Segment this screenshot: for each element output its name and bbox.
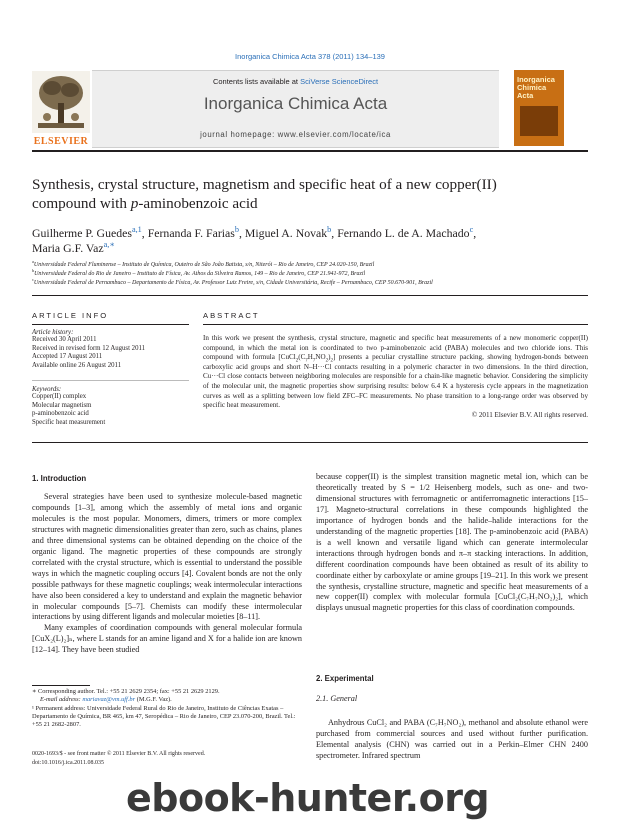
keyword-item: Copper(II) complex bbox=[32, 393, 87, 400]
article-info-rule bbox=[32, 324, 189, 325]
keyword-item: Specific heat measurement bbox=[32, 418, 106, 426]
journal-cover-thumbnail: Inorganica Chimica Acta bbox=[514, 70, 564, 146]
left-column-text: Several strategies have been used to synthesize molecule-based magnetic compounds [1–3], among which the assembly of metal ions and organic molecules is the most popular. Monomers, dimers, trimers or more complex structures with magnetic dimensionalities greater than zero, such as chains, planes and three dimensional systems can be obtained depending on the choice of the organic ligand. The magnetic properties of these compounds are strongly correlated with the crystal structure, which is essential to understand the possible ways in which the magnetic coupling occurs [4]. Covalent bonds are not the only possible pathways for these magnetic couplings; weak intermolecular interactions have also been considered a key to understand and explain the magnetic behavior in molecular compounds [5–7]. Chemists can modify these intermolecular interactions by using different ligands and molecular moieties [8–11]. Many examples of coordination compounds with general molecular formula [CuX₂(L)₂]ₙ, where L stands for an amine ligand and X for a halide ion are known [12–14]. They have been studied bbox=[32, 492, 302, 655]
experimental-text: Anhydrous CuCl₂ and PABA (C₇H₇NO₂), methanol and absolute ethanol were purchased from commercial sources and used without further purification. Elemental analysis (CHN) was carried out in a Perkin–Elmer CHN 2400 spectrometer. Infrared spectrum bbox=[316, 718, 588, 760]
intro-heading: 1. Introduction bbox=[32, 474, 87, 483]
corresponding-author-note: ∗ Corresponding author. Tel.: +55 21 2629 2354; fax: +55 21 2629 2129. E-mail address: mariavaz@vm.uff.br (M.G.F. Vaz). ¹ Permanent address: Universidade Federal Rural do Rio de Janeiro, Instituto de Ciências Exatas – Departamento de Química, BR 465, km 47, Seropédica – Rio de Janeiro, CEP 23.070-200, Brazil. Tel.: +55 21 2682-2807. bbox=[32, 688, 302, 729]
journal-reference[interactable]: Inorganica Chimica Acta 378 (2011) 134–139 bbox=[235, 52, 385, 61]
experimental-heading: 2. Experimental bbox=[316, 674, 374, 683]
affiliation-divider bbox=[32, 295, 588, 296]
sciencedirect-link[interactable]: SciVerse ScienceDirect bbox=[300, 77, 379, 86]
watermark-text: ebook-hunter.org bbox=[126, 776, 490, 820]
article-info-heading: ARTICLE INFO bbox=[32, 311, 109, 320]
cover-image bbox=[520, 106, 558, 136]
footnote-rule bbox=[32, 685, 90, 686]
header-divider bbox=[32, 150, 588, 152]
front-matter-line: 0020-1693/$ - see front matter © 2011 Elsevier B.V. All rights reserved. bbox=[32, 751, 206, 757]
homepage-link[interactable]: www.elsevier.com/locate/ica bbox=[277, 130, 391, 139]
abstract-rule bbox=[203, 324, 588, 325]
affiliation-b: $^b$Universidade Federal do Rio de Janeiro – Instituto de Física, Av. Athos da Silveira Ramos, 149 – Rio de Janeiro, CEP 21.941-972, Brazil bbox=[32, 268, 366, 277]
journal-name: Inorganica Chimica Acta bbox=[203, 94, 388, 113]
article-history: Article history: Received 30 April 2011 Received in revised form 12 August 2011 Accepted 17 August 2011 Available online 26 August 2011 bbox=[32, 329, 146, 369]
body-divider bbox=[32, 442, 588, 443]
permanent-address-note: ¹ Permanent address: Universidade Federal Rural do Rio de Janeiro, Instituto de Ciências Exatas – Departamento de Química, BR 465, km 47, Seropédica – Rio de Janeiro, CEP 23.070-200, Brazil. Tel.: +55 21 2682-2807. bbox=[32, 704, 296, 729]
abstract-heading: ABSTRACT bbox=[203, 311, 260, 320]
keywords: Keywords: Copper(II) complex Molecular magnetism p-aminobenzoic acid Specific heat measurement bbox=[32, 386, 192, 427]
affiliation-c: $^c$Universidade Federal de Pernambuco – Departamento de Física, Av. Professor Luiz Freire, s/n, Cidade Universitária, Recife – Pernambuco, CEP 50.670-901, Brazil bbox=[32, 277, 433, 286]
contents-line: Contents lists available at SciVerse ScienceDirect bbox=[212, 77, 379, 86]
journal-homepage: journal homepage: www.elsevier.com/locate/ica bbox=[200, 130, 391, 139]
keyword-item: p-aminobenzoic acid bbox=[32, 410, 89, 418]
abstract-text: In this work we present the synthesis, crystal structure, magnetic and specific heat measurements of a new monomeric copper(II) compound, in which the metal ion is coordinated to two p-aminobenzoic acid (PABA) molecules and two chloride ions. This compound with formula $[CuCl_2(C_7H_7NO_2)_2]$ presents a peculiar crystalline structure packing, showing hydrogen-bonds between carboxylic acid groups and short N–H···Cl contacts resulting in a polymeric character in two dimensions. In the third direction, Cu···Cl close contacts between neighboring molecules are responsible for a chain-like magnetic behavior. Considering the simplicity of the molecular unit, the magnetic properties show surprising results: below 6.4 K a hysteresis cycle appears in the magnetization curves as well as a splitting between low field ZFC–FC measurements. No phase transition to a long-range order was observed by specific heat measurement. © 2011 Elsevier B.V. All rights reserved. bbox=[203, 334, 588, 419]
keyword-item: Molecular magnetism bbox=[32, 401, 92, 409]
article-title: Synthesis, crystal structure, magnetism and specific heat of a new copper(II) compound with p-aminobenzoic acid bbox=[32, 176, 497, 212]
email-link[interactable]: mariavaz@vm.uff.br bbox=[82, 696, 136, 704]
general-heading: 2.1. General bbox=[316, 694, 358, 703]
right-column-text: because copper(II) is the simplest transition magnetic metal ion, which can be theoretically treated by S = 1/2 Heisenberg models, such as one- and two-dimensional structures with ferromagnetic or antiferromagnetic interactions [15–17]. Magneto-structural correlations in these compounds highlighted the importance of hydrogen bonds and the halide–halide interactions for the understanding of the magnetic properties [18]. The p-aminobenzoic acid (PABA) is a well known and versatile ligand which can generate intermolecular interactions through hydrogen bonds and π–π stacking interactions. In addition, different coordination compounds have been obtained as result of its ability to coordinate either by carboxylate or amine groups [19–21]. In this work we present the synthesis, crystalline structure, magnetic and specific heat measurements of a new copper(II) complex with molecular formula [CuCl₂(C₇H₇NO₂)₂], which displays unusual magnetic properties for this class of coordination compounds. bbox=[316, 472, 588, 613]
affiliation-a: $^a$Universidade Federal Fluminense – Instituto de Química, Outeiro de São João Batista, s/n, Niterói – Rio de Janeiro, CEP 24.020-150, Brazil bbox=[32, 259, 375, 268]
publisher-name: ELSEVIER bbox=[33, 136, 89, 147]
history-rule bbox=[32, 380, 189, 381]
author-list: Guilherme P. Guedes$^{a,1}$, Fernanda F. Farias$^b$, Miguel A. Novak$^b$, Fernando L. de A. Machado$^c$, Maria G.F. Vaz$^{a,∗}$ bbox=[32, 225, 477, 255]
elsevier-tree-logo bbox=[32, 71, 90, 145]
doi-link[interactable]: doi:10.1016/j.ica.2011.08.035 bbox=[32, 760, 104, 766]
copyright: © 2011 Elsevier B.V. All rights reserved. bbox=[471, 410, 588, 419]
